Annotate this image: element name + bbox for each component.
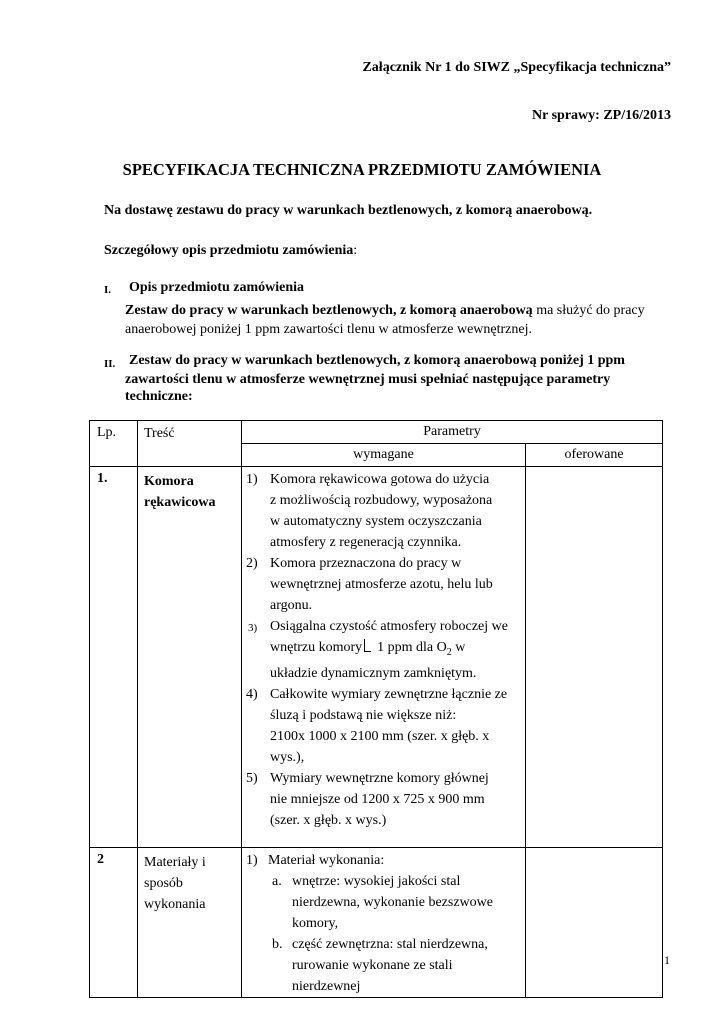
item-line: Komora rękawicowa gotowa do użycia: [270, 472, 490, 487]
item-line: nie mniejsze od 1200 x 725 x 900 mm: [270, 791, 485, 807]
list-item: [246, 850, 521, 997]
table-row: [90, 847, 663, 997]
case-number: Nr sprawy: ZP/16/2013: [532, 108, 671, 123]
section2-line2: zawartości tlenu w atmosferze wewnętrznej musi spełniać następujące parametry: [125, 372, 611, 387]
sub-item-letter: a.: [272, 873, 282, 889]
item-line-part: w: [451, 640, 466, 655]
section1-heading: Opis przedmiotu zamówienia: [129, 280, 304, 295]
row2-title-line3: wykonania: [144, 896, 206, 912]
item-line: Komora przeznaczona do pracy w: [270, 556, 462, 571]
list-item: [246, 684, 521, 768]
row2-title-line1: Materiały i: [144, 854, 206, 870]
item-line: układzie dynamicznym zamkniętym.: [270, 665, 477, 681]
list-item: [246, 616, 521, 684]
row2-lp: 2: [90, 847, 138, 997]
item-line: w automatyczny system oczyszczania: [270, 514, 482, 529]
details-label-text: Szczegółowy opis przedmiotu zamówienia: [104, 243, 354, 258]
item-line: atmosfery z regeneracją czynnika.: [270, 535, 462, 550]
section1-line2: anaerobowej poniżej 1 ppm zawartości tlenu w atmosferze wewnętrznej.: [125, 322, 532, 337]
item-number: 5): [246, 770, 258, 786]
section2-line1: Zestaw do pracy w warunkach beztlenowych, z komorą anaerobową poniżej 1 ppm: [129, 353, 625, 368]
item-line: 2100x 1000 x 2100 mm (szer. x głęb. x: [270, 728, 490, 744]
row1-title-line2: rękawicowa: [144, 495, 216, 510]
sub-item-letter: b.: [272, 936, 283, 952]
item-line-part: 1 ppm dla O: [377, 640, 447, 655]
header-offered: oferowane: [526, 444, 663, 467]
item-line: rurowanie wykonane ze stali: [292, 957, 453, 973]
item-line: śluzą i podstawą nie większe niż:: [270, 707, 457, 723]
section1-line1-rest: ma służyć do pracy: [532, 303, 645, 318]
list-item: [246, 768, 521, 831]
row2-title: [138, 847, 242, 997]
row2-required: [242, 847, 526, 997]
item-line: część zewnętrzna: stal nierdzewna,: [292, 936, 488, 952]
item-line-part: wnętrzu komory: [270, 640, 363, 655]
attachment-header: Załącznik Nr 1 do SIWZ „Specyfikacja techniczna”: [362, 60, 671, 75]
item-line: Całkowite wymiary zewnętrzne łącznie ze: [270, 686, 508, 702]
header-parameters: Parametry: [242, 421, 663, 444]
details-colon: :: [353, 243, 358, 258]
item-line: wewnętrznej atmosferze azotu, helu lub: [270, 577, 493, 592]
item-number: 4): [246, 686, 258, 702]
row1-offered: [526, 467, 663, 848]
item-number: 2): [246, 556, 258, 571]
sub-list-item: [246, 871, 521, 934]
header-required: wymagane: [242, 444, 526, 467]
item-line: nierdzewnej: [292, 978, 361, 994]
list-item: [246, 553, 521, 616]
table-header-row: [90, 421, 663, 444]
header-content: Treść: [138, 421, 242, 467]
item-line: z możliwością rozbudowy, wyposażona: [270, 493, 493, 508]
item-line: [270, 637, 521, 663]
item-number: 1): [246, 852, 258, 868]
item-line: komory,: [292, 915, 339, 931]
row1-required: [242, 467, 526, 848]
item-line: argonu.: [270, 598, 313, 613]
section1-number: I.: [104, 284, 112, 296]
section1-line1-bold: Zestaw do pracy w warunkach beztlenowych, z komorą anaerobową: [125, 303, 533, 318]
section1-line1: [125, 301, 645, 321]
page-title: SPECYFIKACJA TECHNICZNA PRZEDMIOTU ZAMÓWIENIA: [122, 160, 602, 179]
row2-offered: [526, 847, 663, 997]
list-item: [246, 469, 521, 553]
details-label: [104, 243, 357, 259]
item-line: Osiągalna czystość atmosfery roboczej we: [270, 619, 508, 634]
item-number: 3): [248, 622, 258, 634]
spec-table: [89, 420, 663, 998]
item-number: 1): [246, 472, 258, 487]
item-line: wys.),: [270, 749, 305, 765]
page-number: 1: [664, 953, 670, 967]
section2-line3: techniczne:: [125, 389, 193, 404]
row1-title-line1: Komora: [144, 474, 194, 489]
item-line: Materiał wykonania:: [268, 852, 385, 868]
intro-text: Na dostawę zestawu do pracy w warunkach beztlenowych, z komorą anaerobową.: [104, 203, 593, 218]
row1-title: [138, 467, 242, 848]
row2-title-line2: sposób: [144, 875, 183, 891]
sub-list-item: [246, 934, 521, 997]
item-line: wnętrze: wysokiej jakości stal: [292, 873, 461, 889]
table-row: [90, 467, 663, 848]
header-lp: Lp.: [90, 421, 138, 467]
item-line: nierdzewna, wykonanie bezszwowe: [292, 894, 493, 910]
oxygen-subscript: 2: [446, 646, 452, 658]
section2-number: II.: [104, 358, 116, 370]
item-line: Wymiary wewnętrzne komory głównej: [270, 770, 489, 786]
less-equal-icon: [364, 639, 371, 652]
item-line: (szer. x głęb. x wys.): [270, 812, 387, 828]
row1-lp: 1.: [90, 467, 138, 848]
